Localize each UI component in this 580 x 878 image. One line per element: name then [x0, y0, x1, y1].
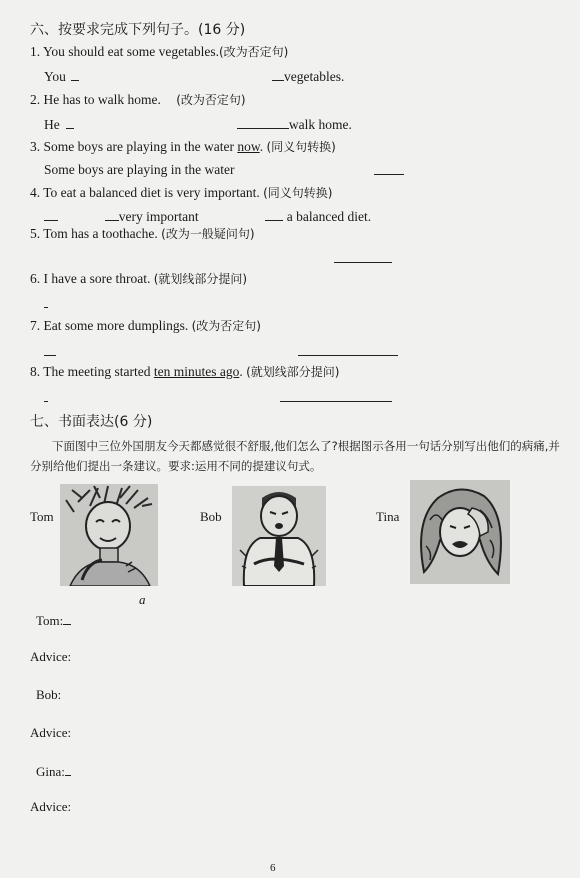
q4-answer-mid: very important [118, 209, 199, 224]
q8-blank-2[interactable] [280, 389, 392, 402]
name-tom: Tom [30, 509, 54, 524]
q8-text-b: . [239, 364, 247, 379]
q2-answer-end: walk home. [288, 117, 352, 132]
q6-blank[interactable] [44, 295, 48, 308]
answer-bob-label: Bob: [36, 687, 62, 702]
q1-answer-line [44, 68, 344, 85]
q4-note: (同义句转换) [263, 186, 333, 200]
q3-blank[interactable] [374, 162, 404, 175]
answer-gina-advice-label: Advice: [30, 799, 72, 814]
tina-headache-illustration [410, 480, 510, 584]
q1-note: (改为否定句) [218, 45, 289, 59]
section7-heading: 七、书面表达(6 分) [30, 414, 153, 430]
q4-answer-line [44, 208, 371, 225]
answer-bob [36, 687, 61, 703]
section7-instructions: 下面图中三位外国朋友今天都感觉很不舒服,他们怎么了?根据图示各用一句话分别写出他们的病痛,并分别给他们提出一条建议。要求:运用不同的提建议句式。 [30, 439, 560, 473]
q7-text: 7. Eat some more dumplings. [30, 318, 189, 333]
q1-answer-start: You [44, 69, 66, 84]
question-7 [30, 318, 261, 334]
answer-tom-advice [30, 649, 71, 665]
answer-gina-blank[interactable] [65, 763, 71, 776]
name-tina: Tina [376, 509, 400, 524]
answer-gina-advice [30, 799, 71, 815]
q7-note: (改为否定句) [191, 319, 261, 333]
q2-note: (改为否定句) [176, 93, 246, 107]
q3-text-a: 3. Some boys are playing in the water [30, 139, 238, 154]
answer-gina-label: Gina: [36, 764, 65, 779]
q6-text: 6. I have a sore throat. [30, 271, 151, 286]
q7-blank-2[interactable] [298, 343, 398, 356]
answer-tom-label: Tom: [36, 613, 64, 628]
answer-gina [36, 763, 71, 780]
q8-blank-1[interactable] [44, 389, 48, 402]
name-bob: Bob [200, 509, 222, 524]
section6-heading: 六、按要求完成下列句子。(16 分) [30, 22, 246, 38]
q1-answer-end: vegetables. [284, 69, 345, 84]
q4-blank-3[interactable] [265, 208, 283, 221]
question-2 [30, 92, 246, 108]
handwritten-mark: a [139, 592, 146, 607]
q8-note: (就划线部分提问) [246, 365, 340, 379]
q4-blank-2[interactable] [105, 208, 119, 221]
q3-underlined: now [237, 139, 260, 154]
q6-note: (就划线部分提问) [153, 272, 248, 286]
answer-tom [36, 612, 71, 629]
q1-blank-2[interactable] [272, 68, 284, 81]
question-5 [30, 226, 255, 242]
page-number: 6 [270, 862, 276, 874]
question-1 [30, 44, 288, 60]
q3-text-b: . [259, 139, 267, 154]
answer-bob-advice [30, 725, 71, 741]
q2-text: 2. He has to walk home. [30, 92, 161, 107]
q4-text: 4. To eat a balanced diet is very important. [30, 185, 260, 200]
question-6 [30, 271, 247, 287]
q2-blank-1[interactable] [66, 116, 74, 129]
answer-bob-advice-label: Advice: [30, 725, 72, 740]
q5-blank[interactable] [334, 250, 392, 263]
bob-stomachache-illustration [232, 486, 326, 586]
q3-note: (同义句转换) [266, 140, 336, 154]
q3-answer-start: Some boys are playing in the water [44, 162, 235, 177]
q2-blank-2[interactable] [237, 116, 289, 129]
q4-blank-1[interactable] [44, 208, 58, 221]
q1-blank-1[interactable] [71, 68, 79, 81]
q3-answer-line [44, 162, 564, 178]
q5-text: 5. Tom has a toothache. [30, 226, 158, 241]
q8-text-a: 8. The meeting started [30, 364, 154, 379]
question-8 [30, 364, 339, 380]
answer-tom-advice-label: Advice: [30, 649, 72, 664]
question-4 [30, 185, 332, 201]
q2-answer-line [44, 116, 352, 133]
tom-sore-throat-illustration [60, 484, 158, 586]
q7-blank-1[interactable] [44, 343, 56, 356]
answer-tom-blank[interactable] [63, 612, 71, 625]
q4-answer-end: a balanced diet. [286, 209, 372, 224]
q1-text: 1. You should eat some vegetables. [30, 44, 219, 59]
question-3 [30, 139, 336, 155]
q8-underlined: ten minutes ago [153, 364, 240, 379]
q2-answer-start: He [44, 117, 60, 132]
q5-note: (改为一般疑问句) [161, 227, 255, 241]
